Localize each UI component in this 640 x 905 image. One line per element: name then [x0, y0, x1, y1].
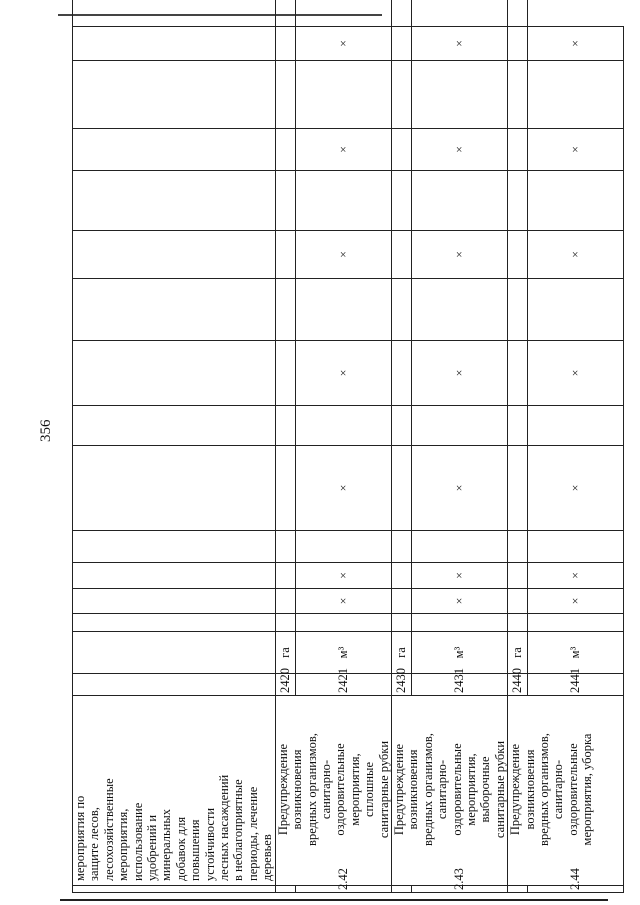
- code-cell: 2430: [391, 674, 411, 696]
- mark-cell: ×: [411, 129, 507, 171]
- unit-cell: га: [508, 632, 528, 674]
- unit-cell: м³: [528, 632, 624, 674]
- mark-cell: ×: [411, 589, 507, 614]
- mark-cell: ×: [528, 231, 624, 279]
- page-number: 356: [38, 419, 54, 442]
- measure-name: Предупреждение возникновения вредных организмов, санитарно- оздоровительные мероприятия, уборка: [508, 696, 624, 886]
- table-row: [508, 0, 528, 893]
- code-cell: 2440: [508, 674, 528, 696]
- unit-cell: га: [391, 632, 411, 674]
- forest-measures-table: [72, 0, 624, 893]
- mark-cell: ×: [528, 27, 624, 61]
- no-cell: [275, 886, 295, 893]
- mark-cell: ×: [295, 589, 391, 614]
- measure-name: Предупреждение возникновения вредных организмов, санитарно- оздоровительные мероприятия, сплошные санитарные рубки: [275, 696, 391, 886]
- mark-cell: ×: [411, 27, 507, 61]
- mark-cell: ×: [295, 27, 391, 61]
- mark-cell: ×: [411, 341, 507, 406]
- unit-cell: га: [275, 632, 295, 674]
- mark-cell: ×: [528, 341, 624, 406]
- measure-name: Предупреждение возникновения вредных организмов, санитарно- оздоровительные мероприятия, выборочные санитарные рубки: [391, 696, 507, 886]
- no-cell: 2.43: [411, 886, 507, 893]
- unit-cell: [73, 632, 276, 674]
- mark-cell: ×: [295, 563, 391, 589]
- no-cell: 2.42: [295, 886, 391, 893]
- mark-cell: ×: [528, 129, 624, 171]
- mark-cell: ×: [411, 231, 507, 279]
- code-cell: 2421: [295, 674, 391, 696]
- unit-cell: м³: [411, 632, 507, 674]
- unit-cell: м³: [295, 632, 391, 674]
- rotated-table-wrapper: [72, 27, 610, 893]
- code-cell: 2431: [411, 674, 507, 696]
- no-cell: 2.44: [528, 886, 624, 893]
- mark-cell: ×: [411, 446, 507, 531]
- no-cell: [73, 886, 276, 893]
- no-cell: [391, 886, 411, 893]
- mark-cell: ×: [295, 341, 391, 406]
- table-row: [73, 0, 276, 893]
- mark-cell: ×: [528, 563, 624, 589]
- mark-cell: ×: [528, 589, 624, 614]
- table-row: [391, 0, 411, 893]
- bottom-rule: [60, 899, 608, 901]
- table-row: [275, 0, 295, 893]
- mark-cell: ×: [295, 129, 391, 171]
- code-cell: 2420: [275, 674, 295, 696]
- mark-cell: ×: [295, 231, 391, 279]
- mark-cell: ×: [411, 563, 507, 589]
- mark-cell: ×: [295, 446, 391, 531]
- mark-cell: ×: [528, 446, 624, 531]
- code-cell: [73, 674, 276, 696]
- measure-name: мероприятия по защите лесов, лесохозяйственные мероприятия, использование удобрений и минеральных добавок для повышения устойчивости лесных насаждений в неблагоприятные периоды, лечение деревьев: [73, 696, 276, 886]
- code-cell: 2441: [528, 674, 624, 696]
- no-cell: [508, 886, 528, 893]
